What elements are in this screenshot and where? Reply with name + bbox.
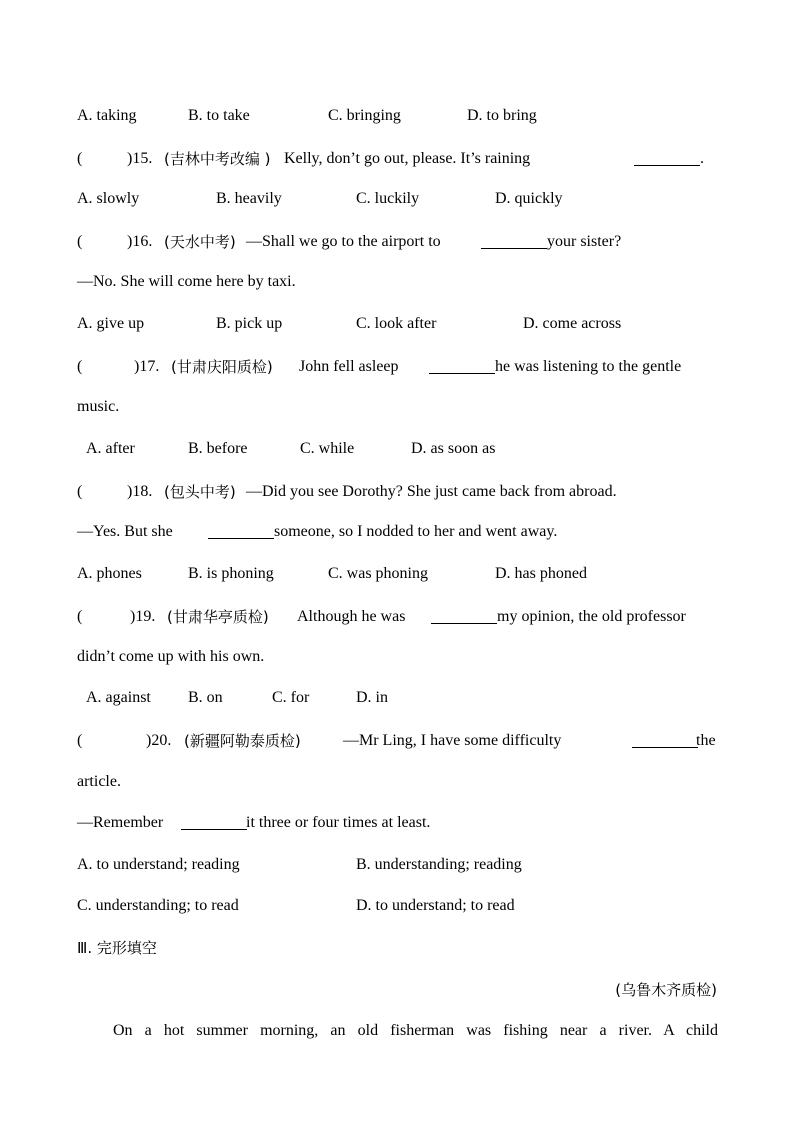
q19-continuation: didn’t come up with his own. <box>77 648 265 665</box>
question-stem: Although he was <box>297 608 406 625</box>
answer-blank <box>634 149 700 166</box>
q20-option-b: B. understanding; reading <box>356 856 522 873</box>
q17-option-a: A. after <box>86 440 135 457</box>
question-number: )17. <box>134 358 160 375</box>
q18-option-b: B. is phoning <box>188 565 274 582</box>
answer-blank <box>429 357 495 374</box>
question-number: )18. <box>127 483 153 500</box>
answer-paren-open: ( <box>77 608 83 625</box>
stem-after-blank: my opinion, the old professor <box>497 608 686 625</box>
question-source: (天水中考) <box>164 233 236 251</box>
passage-source: (乌鲁木齐质检) <box>615 981 717 999</box>
q14-option-b: B. to take <box>188 107 250 124</box>
q18-option-c: C. was phoning <box>328 565 428 582</box>
stem-end: . <box>700 150 704 167</box>
q17-option-d: D. as soon as <box>411 440 496 457</box>
q20-option-c: C. understanding; to read <box>77 897 239 914</box>
q20-option-a: A. to understand; reading <box>77 856 240 873</box>
passage-first-line: On a hot summer morning, an old fisherman was fishing near a river. A child <box>113 1022 718 1039</box>
q17-option-b: B. before <box>188 440 248 457</box>
question-stem: —Shall we go to the airport to <box>246 233 441 250</box>
reply-start: —Yes. But she <box>77 523 173 540</box>
q14-option-d: D. to bring <box>467 107 537 124</box>
answer-blank <box>431 607 497 624</box>
question-number: )19. <box>130 608 156 625</box>
q16-option-b: B. pick up <box>216 315 283 332</box>
q19-option-c: C. for <box>272 689 310 706</box>
question-source: (甘肃庆阳质检) <box>171 358 273 376</box>
q18-option-a: A. phones <box>77 565 142 582</box>
reply-end: someone, so I nodded to her and went away. <box>274 523 558 540</box>
reply-end: it three or four times at least. <box>246 814 431 831</box>
q15-option-c: C. luckily <box>356 190 420 207</box>
answer-paren-open: ( <box>77 483 83 500</box>
stem-after-blank: your sister? <box>547 233 622 250</box>
answer-paren-open: ( <box>77 732 83 749</box>
stem-after-blank: the <box>696 732 716 749</box>
answer-paren-open: ( <box>77 233 83 250</box>
q17-continuation: music. <box>77 398 120 415</box>
question-number: )15. <box>127 150 153 167</box>
question-stem: —Mr Ling, I have some difficulty <box>343 732 562 749</box>
q19-option-b: B. on <box>188 689 223 706</box>
question-source: (吉林中考改编 ) <box>164 150 271 168</box>
answer-paren-open: ( <box>77 358 83 375</box>
question-stem: —Did you see Dorothy? She just came back from abroad. <box>246 483 617 500</box>
q20-continuation: article. <box>77 773 121 790</box>
q15-option-d: D. quickly <box>495 190 563 207</box>
q16-option-c: C. look after <box>356 315 437 332</box>
q19-option-d: D. in <box>356 689 388 706</box>
answer-blank <box>208 522 274 539</box>
question-source: (新疆阿勒泰质检) <box>184 732 301 750</box>
q20-option-d: D. to understand; to read <box>356 897 515 914</box>
answer-blank <box>632 731 698 748</box>
q15-option-a: A. slowly <box>77 190 140 207</box>
answer-paren-open: ( <box>77 150 83 167</box>
q18-option-d: D. has phoned <box>495 565 587 582</box>
q17-option-c: C. while <box>300 440 355 457</box>
question-stem: John fell asleep <box>299 358 399 375</box>
answer-blank <box>481 232 547 249</box>
q16-option-a: A. give up <box>77 315 145 332</box>
q16-reply: —No. She will come here by taxi. <box>77 273 296 290</box>
question-number: )20. <box>146 732 172 749</box>
question-stem: Kelly, don’t go out, please. It’s raining <box>284 150 531 167</box>
reply-start: —Remember <box>77 814 164 831</box>
q14-option-c: C. bringing <box>328 107 401 124</box>
question-source: (包头中考) <box>164 483 236 501</box>
answer-blank <box>181 813 247 830</box>
question-source: (甘肃华亭质检) <box>167 608 269 626</box>
question-number: )16. <box>127 233 153 250</box>
q14-option-a: A. taking <box>77 107 137 124</box>
q15-option-b: B. heavily <box>216 190 282 207</box>
stem-after-blank: he was listening to the gentle <box>495 358 682 375</box>
section-heading: Ⅲ. 完形填空 <box>77 939 157 957</box>
q19-option-a: A. against <box>86 689 151 706</box>
q16-option-d: D. come across <box>523 315 622 332</box>
